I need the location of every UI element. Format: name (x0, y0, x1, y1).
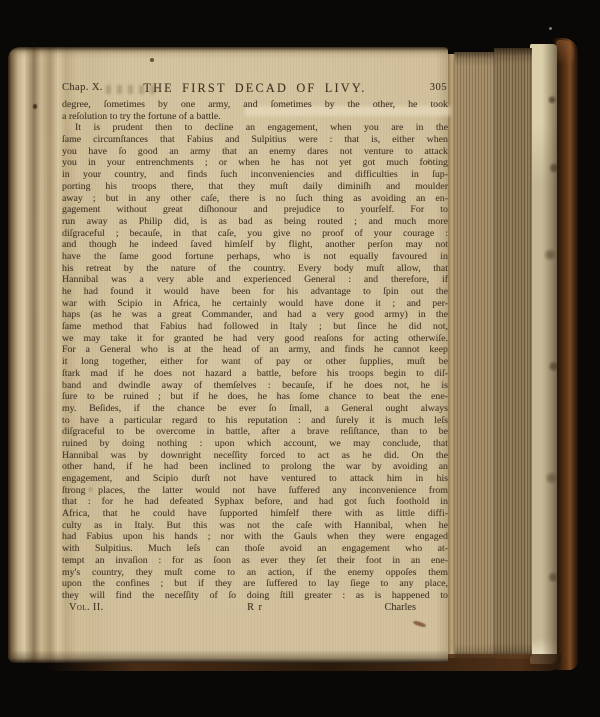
page-header (62, 82, 448, 97)
text-line: For a General who is at the head of an army, and finds he cannot keep (62, 344, 448, 356)
text-line: and though he indeed ſaved himſelf by flight, another perſon may not (62, 239, 448, 251)
text-line: other hand, if he had been inclined to prolong the war by avoiding an (62, 461, 448, 473)
stain (33, 104, 37, 109)
stain (413, 620, 427, 628)
volume-label: Vol. II. (69, 601, 104, 613)
text-line: haps (as he was a great Commander, and had a very good army) in the (62, 309, 448, 321)
page-footer (62, 602, 448, 615)
text-line: ruined by doing nothing : upon which account, we may conclude, that (62, 437, 448, 449)
text-line: it long together, either for want of pay or other ſupplies, muſt be (62, 356, 448, 368)
text-line: in your country, and finds ſuch inconveniencies and difficulties in ſup- (62, 169, 448, 181)
text-line: my's country, they muſt come to an action, if the enemy oppoſes them (62, 566, 448, 578)
text-line: away ; but in any other caſe, there is no ſuch thing as avoiding an en- (62, 192, 448, 204)
text-line: a reſolution to try the fortune of a battle. (62, 110, 221, 122)
text-line: have the ſame good fortune perhaps, who is not equally favoured in (62, 250, 448, 262)
text-line: Hannibal was a very able and experienced General : and therefore, if (62, 274, 448, 286)
text-line: ſame method that Fabius had followed in Italy ; but ſince he did not, (62, 321, 448, 333)
endpaper-edge (530, 44, 557, 664)
book-page (8, 47, 448, 663)
text-line: engagement, and Scipio durſt not have ventured to attack him in his (62, 473, 448, 484)
text-line: with Sulpitius. Much leſs can thoſe avoid an engagement who at- (62, 543, 448, 555)
text-line: ſame circumſtances that Fabius and Sulpitius were : that is, either when (62, 134, 448, 146)
page-stack-inner (454, 52, 494, 658)
text-line: to have a particular regard to his reputation : and ſurely it is much leſs (62, 414, 448, 426)
stain (150, 58, 154, 62)
text-line: Africa, that he could have ſupported himſelf there with as little diffi- (62, 508, 448, 520)
text-line: diſgraceful ; becauſe, in that caſe, you give no proof of your courage : (62, 227, 448, 239)
running-title: THE FIRST DECAD OF LIVY. (143, 81, 367, 95)
text-line: degree, ſometimes by one army, and ſometimes by the other, he took (62, 99, 448, 110)
text-line: his retreat by the nature of the country. Every body muſt allow, that (62, 262, 448, 274)
printed-content (62, 82, 448, 615)
text-line: gagement without great diſhonour and prejudice to yourſelf. For to (62, 204, 448, 216)
text-line: run away as Philip did, is as bad as being routed ; and much more (62, 215, 448, 227)
text-line: band and dwindle away of themſelves : becauſe, if he does not, he is (62, 379, 448, 391)
chapter-label: Chap. X. (62, 82, 103, 93)
text-line: upon the confines ; but if they are ſuffered to lay ſiege to any place, (62, 578, 448, 590)
text-line: had Fabius upon his hands ; nor with the Gauls when they were engaged (62, 531, 448, 543)
text-line: that : for he had defeated Syphax before, and had got ſuch foothold in (62, 496, 448, 508)
text-line: diſgraceful to be overcome in battle, after a brave reſiſtance, than to be (62, 426, 448, 438)
text-line: ſure to be ruined ; but if he does, he has ſome chance to beat the ene- (62, 391, 448, 403)
text-line: It is prudent then to decline an engagement, when you are in the (75, 122, 448, 134)
dust-speck (549, 27, 552, 30)
text-line: porting his troops there, that they muſt daily diminiſh and moulder (62, 180, 448, 192)
text-line: we may take it for granted he had very good reaſons for acting otherwiſe. (62, 332, 448, 344)
catchword: Charles (384, 601, 416, 613)
text-line: you in your entrenchments ; or when he has not yet got much footing (62, 157, 448, 169)
text-line: tempt an invaſion : for as ſoon as ever they ſet their foot in an ene- (62, 554, 448, 566)
page-stack-outer (494, 48, 532, 659)
text-line: ſtark mad if he does not hazard a battle, before his troops begin to diſ- (62, 367, 448, 379)
text-line: ſtrong places, the latter would not have ſuffered any inconvenience from (62, 484, 448, 496)
text-line: they will find the neceſſity of ſo doing ſtill greater : as is happened to (62, 589, 448, 601)
text-line: my. Beſides, if the chance be ever ſo ſmall, a General ought always (62, 402, 448, 414)
signature-mark: R r (247, 601, 263, 613)
text-line: Hannibal was by downright neceſſity forced to act as he did. On the (62, 449, 448, 461)
text-line: he had found it would have been for his advantage to ſpin out the (62, 286, 448, 297)
text-line: war with Scipio in Africa, he certainly would have done it ; and per- (62, 297, 448, 309)
page-number: 305 (429, 82, 447, 93)
body-text (62, 99, 448, 602)
text-line: culty as in Italy. But this was not the caſe with Hannibal, when he (62, 519, 448, 531)
text-line: you have ſo good an army that an enemy dares not venture to attack (62, 145, 448, 157)
